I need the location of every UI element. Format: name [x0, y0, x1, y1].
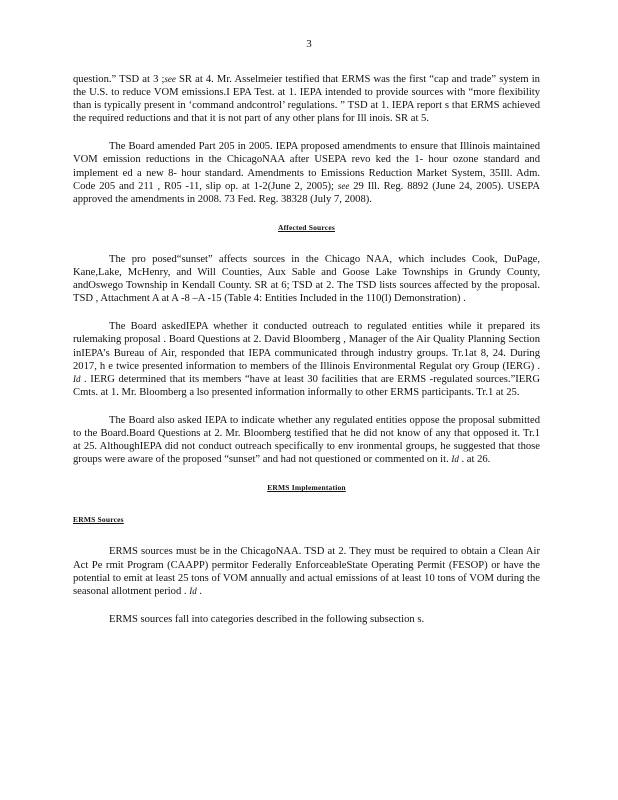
- heading-erms-implementation: ERMS Implementation: [267, 483, 346, 493]
- page-number: 3: [306, 38, 312, 50]
- page-body: [73, 73, 540, 641]
- paragraph-categories: ERMS sources fall into categories described in the following subsection s.: [109, 613, 425, 625]
- heading-affected-sources: Affected Sources: [277, 222, 335, 232]
- paragraph-erms-intro: question.” TSD at 3 ;see SR at 4. Mr. Asselmeier testified that ERMS was the first “cap and trade” system in the U.S. to reduce VOM emissions.I EPA Test. at 1. IEPA intended to provide sources with “more flexibility than is typically present in ‘command andcontrol’ regulations. ” TSD at 1. IEPA report s that ERMS achieved the required reductions and that it is not part of any other plans for Ill inois. SR at 5.: [73, 74, 540, 125]
- paragraph-outreach: The Board askedIEPA whether it conducted outreach to regulated entities while it prepared its rulemaking proposal . Board Questions at 2. David Bloomberg , Manager of the Air Quality Planning Section inIEPA’s Bureau of Air, responded that IEPA communicated through industry groups. Tr.1at 8, 24. During 2017, h e twice presented information to members of the Illinois Environmental Regulat ory Group (IERG) . Id . IERG determined that its members “have at least 30 facilities that are ERMS -regulated sources.”IERG Cmts. at 1. Mr. Bloomberg a lso presented information informally to other ERMS participants. Tr.1 at 25.: [73, 321, 540, 398]
- paragraph-opposition: The Board also asked IEPA to indicate whether any regulated entities oppose the proposal submitted to the Board.Board Questions at 2. Mr. Bloomberg testified that he did not know of any that opposed it. Tr.1 at 25. AlthoughIEPA did not conduct outreach specifically to env ironmental groups, he suggested that those groups were aware of the proposed “sunset” and had not questioned or commented on it. Id . at 26.: [73, 414, 540, 466]
- paragraph-board-amended: The Board amended Part 205 in 2005. IEPA proposed amendments to ensure that Illinois maintained VOM emission reductions in the ChicagoNAA after USEPA revo ked the 1- hour ozone standard and implement ed a new 8- hour standard. Amendments to Emissions Reduction Market System, 35Ill. Adm. Code 205 and 211 , R05 -11, slip op. at 1-2(June 2, 2005); see 29 Ill. Reg. 8892 (June 24, 2005). USEPA approved the amendments in 2008. 73 Fed. Reg. 38328 (July 7, 2008).: [73, 141, 540, 205]
- heading-erms-sources: ERMS Sources: [73, 515, 124, 525]
- paragraph-erms-sources: ERMS sources must be in the ChicagoNAA. TSD at 2. They must be required to obtain a Clean Air Act Pe rmit Program (CAAPP) permitor Federally EnforceableState Operating Permit (FESOP) or have the potential to emit at least 25 tons of VOM annually and actual emissions of at least 10 tons of VOM during the seasonal allotment period . Id .: [73, 546, 540, 597]
- paragraph-proposed-sunset: The pro posed“sunset” affects sources in the Chicago NAA, which includes Cook, DuPage, Kane,Lake, McHenry, and Will Counties, Aux Sable and Goose Lake Townships in Grundy County, andOswego Township in Kendall County. SR at 6; TSD at 2. The TSD lists sources affected by the proposal. TSD , Attachment A at A -8 –A -15 (Table 4: Entities Included in the 110(l) Demonstration) .: [73, 253, 540, 305]
